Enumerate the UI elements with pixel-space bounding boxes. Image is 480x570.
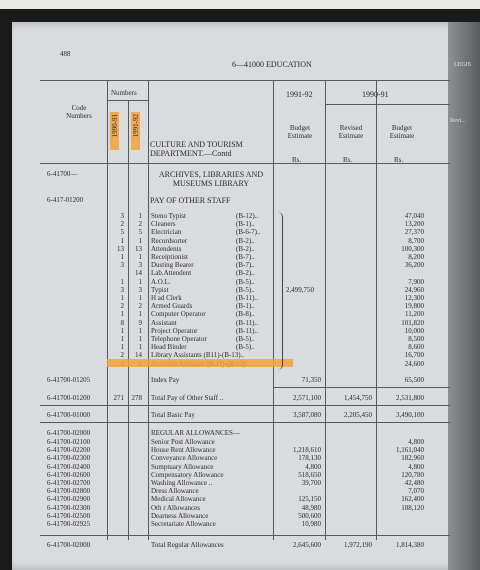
staff-name: Project Operator	[151, 326, 198, 335]
staff-count-b: 9	[138, 318, 142, 327]
staff-name: Receiptionist	[151, 253, 188, 261]
row-name: Index Pay	[151, 376, 180, 384]
staff-amount: 12,300	[404, 294, 424, 302]
row-code: 6-41700-02500	[47, 511, 91, 520]
year-rule	[325, 104, 450, 105]
row-name: House Rent Allowance	[151, 446, 216, 455]
row-budget: 10,980	[301, 520, 321, 528]
rule	[40, 405, 450, 406]
staff-count-b: 1	[138, 277, 142, 286]
year-a-header: 1990-91	[111, 114, 119, 138]
staff-count-a: 1	[120, 253, 124, 261]
row-name: Washing Allowance ..	[151, 479, 213, 487]
staff-count-b: 5	[138, 228, 142, 237]
staff-name: Computer Operator	[151, 310, 206, 319]
staff-name: H ad Clerk	[151, 294, 182, 302]
row-budget-2: 1,814,380	[396, 541, 424, 549]
staff-count-a: 1	[120, 326, 124, 335]
row-budget-2: 3,490,100	[396, 411, 424, 419]
staff-grade: (B-7)..	[236, 253, 255, 261]
staff-amount: 100,300	[401, 244, 424, 253]
row-name: Total Regular Allowances	[151, 541, 224, 549]
row-name: Sumptuary Allowance	[151, 462, 214, 471]
staff-name: Recordsorter	[151, 236, 188, 245]
section-title: ARCHIVES, LIBRARIES AND MUSEUMS LIBRARY	[158, 170, 264, 188]
row-count-a: 271	[113, 394, 124, 402]
staff-count-b: 14	[135, 269, 142, 278]
staff-grade: (B-5)..	[236, 285, 255, 294]
staff-amount: 101,820	[401, 318, 424, 327]
staff-grade: (B-7)..	[236, 261, 255, 270]
row-budget-2: 2,531,800	[396, 394, 424, 402]
row-name: Senior Post Allowance	[151, 438, 215, 446]
row-budget: 518,650	[298, 470, 321, 479]
row-budget-2: 108,120	[401, 503, 424, 512]
staff-count-a: 1	[120, 277, 124, 286]
row-name: Total Basic Pay	[151, 411, 195, 419]
row-budget-2: 4,800	[408, 438, 424, 446]
staff-count-b: 1	[138, 253, 142, 261]
staff-name: Attendents	[151, 244, 182, 253]
row-name: Conveyance Allowance	[151, 454, 218, 463]
staff-amount: 47,040	[404, 212, 424, 220]
col-divider	[148, 80, 149, 540]
staff-amount: 8,700	[408, 236, 424, 245]
row-code: 6-41700-02300	[47, 503, 91, 512]
row-name: Total Pay of Other Staff ..	[151, 394, 224, 402]
row-budget: 4,800	[305, 462, 321, 471]
row-budget: 125,150	[298, 495, 321, 504]
row-code: 6-41700-02300	[47, 454, 91, 463]
currency-label: Rs.	[394, 156, 404, 164]
staff-count-a: 1	[120, 310, 124, 319]
staff-grade: (B-2)..	[236, 236, 255, 245]
row-name: REGULAR ALLOWANCES—	[151, 429, 240, 437]
col-divider	[376, 80, 377, 540]
staff-name: Cleaners	[151, 220, 176, 229]
staff-name: Typist	[151, 285, 169, 294]
staff-grade: (B-5)..	[236, 335, 255, 343]
row-name: Dearness Allowance	[151, 511, 209, 520]
staff-count-b: 2	[138, 220, 142, 229]
section-code: 6-41700—	[47, 170, 78, 178]
edge-label-2: Revi...	[450, 118, 466, 124]
page-edge	[448, 22, 480, 570]
staff-amount: 19,800	[404, 302, 424, 311]
staff-amount: 7,900	[408, 277, 424, 286]
row-budget-2: 120,780	[401, 470, 424, 479]
row-code: 6-41700-02800	[47, 487, 91, 496]
staff-grade: (B-1)..	[236, 220, 255, 229]
staff-count-a: 1	[120, 294, 124, 302]
row-revised: 2,205,450	[344, 411, 372, 419]
staff-count-b: 1	[138, 310, 142, 319]
col-divider	[325, 80, 326, 540]
staff-count-b: 1	[138, 212, 142, 220]
row-budget: 178,130	[298, 454, 321, 463]
staff-grade: (B-8)..	[236, 310, 255, 319]
staff-count-b: 2	[138, 302, 142, 311]
staff-name: Assistant	[151, 318, 177, 327]
staff-amount: 10,000	[404, 326, 424, 335]
row-code: 6-41700-02200	[47, 446, 91, 455]
staff-count-a: 8	[120, 318, 124, 327]
running-head: 6—41000 EDUCATION	[232, 60, 312, 69]
budget-estimate-header-2: Budget Estimate	[389, 124, 415, 140]
staff-count-a: 1	[120, 236, 124, 245]
row-code: 6-41700-02900	[47, 495, 91, 504]
staff-count-b: 1	[138, 294, 142, 302]
header-rule	[40, 163, 450, 164]
staff-name: Lab.Attendent	[151, 269, 192, 278]
col-divider	[273, 80, 274, 540]
row-count-b: 278	[131, 394, 142, 402]
currency-label: Rs.	[292, 156, 302, 164]
row-budget-2: 42,480	[404, 479, 424, 487]
row-name: Compensatory Allowance	[151, 470, 224, 479]
dept-title: CULTURE AND TOURISM DEPARTMENT.—Contd	[150, 140, 243, 158]
staff-count-a: 3	[120, 261, 124, 270]
edge-label: LEGIS	[454, 62, 471, 68]
row-code: 6-41700-02600	[47, 470, 91, 479]
top-bar	[0, 0, 480, 9]
row-budget: 2,571,100	[293, 394, 321, 402]
row-budget-2: 65,500	[404, 376, 424, 384]
row-code: 6-41700-02100	[47, 438, 91, 446]
row-revised: 1,454,750	[344, 394, 372, 402]
col-1990-header: 1990-91	[362, 90, 389, 99]
row-budget-2: 1,161,040	[396, 446, 424, 455]
year-b-header: 1991-92	[132, 114, 140, 138]
sub-title: PAY OF OTHER STAFF	[150, 196, 231, 205]
staff-grade: (B-11)..	[236, 326, 258, 335]
staff-grade: (B-11)..	[236, 294, 258, 302]
row-budget-2: 4,800	[408, 462, 424, 471]
revised-estimate-header: Revised Estimate	[338, 124, 364, 140]
numbers-header: Numbers	[111, 89, 137, 97]
page-number: 488	[60, 50, 71, 58]
staff-count-a: 5	[120, 228, 124, 237]
staff-count-b: 1	[138, 335, 142, 343]
currency-label: Rs.	[343, 156, 353, 164]
staff-grade: (B-2)..	[236, 269, 255, 278]
row-revised: 1,972,190	[344, 541, 372, 549]
staff-count-a: 2	[120, 302, 124, 311]
staff-count-b: 14	[135, 351, 142, 360]
staff-count-b: 13	[135, 244, 142, 253]
table-top-rule	[40, 80, 450, 81]
staff-name: Electrician	[151, 228, 182, 237]
row-code: 6-41700-02700	[47, 479, 91, 487]
numbers-rule	[107, 100, 148, 101]
staff-name: Head Binder	[151, 343, 187, 352]
row-code: 6-41700-01205	[47, 376, 91, 384]
row-budget: 2,645,600	[293, 541, 321, 549]
staff-count-b: 1	[138, 343, 142, 352]
row-name: Dress Allowance	[151, 487, 199, 496]
row-highlight	[107, 359, 293, 367]
row-budget: 3,587,080	[293, 411, 321, 419]
staff-name: Steno Typist	[151, 212, 186, 220]
rule	[40, 422, 450, 423]
staff-count-a: 13	[117, 244, 124, 253]
rule	[273, 387, 450, 388]
row-code: 6-41700-02000	[47, 541, 91, 549]
brace-total: 2,499,750	[286, 286, 314, 294]
staff-grade: (B-11)..	[236, 318, 258, 327]
col-1991-header: 1991-92	[286, 90, 313, 99]
code-numbers-header: Code Numbers	[66, 104, 92, 120]
row-code: 6-41700-02925	[47, 520, 91, 528]
row-code: 6-41700-02400	[47, 462, 91, 471]
row-budget: 39,700	[301, 479, 321, 487]
staff-grade: (B-2)..	[236, 244, 255, 253]
staff-amount: 27,370	[404, 228, 424, 237]
staff-count-a: 1	[120, 335, 124, 343]
row-code: 6-41700-01000	[47, 411, 91, 419]
row-budget: 71,350	[301, 376, 321, 384]
staff-count-a: 2	[120, 351, 124, 360]
staff-count-a: 3	[120, 285, 124, 294]
staff-grade: (B-1)..	[236, 302, 255, 311]
row-budget: 500,600	[298, 511, 321, 520]
staff-grade: (B-12)..	[236, 212, 259, 220]
row-name: Oth r Allowances	[151, 503, 200, 512]
staff-name: Armed Guards	[151, 302, 193, 311]
row-budget-2: 7,070	[408, 487, 424, 496]
staff-amount: 8,600	[408, 343, 424, 352]
staff-amount: 36,200	[404, 261, 424, 270]
staff-grade: (B-5)..	[236, 277, 255, 286]
sub-code: 6-417-01200	[47, 196, 84, 204]
staff-grade: (B-5)..	[236, 343, 255, 352]
staff-count-a: 3	[120, 212, 124, 220]
staff-amount: 16,700	[404, 351, 424, 360]
staff-count-a: 1	[120, 343, 124, 352]
staff-name: Library Assistants (B11)-(B-13)..	[151, 351, 245, 360]
staff-amount: 8,500	[408, 335, 424, 343]
staff-count-b: 1	[138, 236, 142, 245]
staff-amount: 13,200	[404, 220, 424, 229]
staff-amount: 11,200	[405, 310, 424, 319]
staff-name: Telephone Operator	[151, 335, 207, 343]
staff-count-b: 3	[138, 261, 142, 270]
brace	[278, 212, 283, 370]
rule	[40, 535, 450, 536]
budget-estimate-header: Budget Estimate	[287, 124, 313, 140]
row-code: 6-41700-02000	[47, 429, 91, 437]
row-code: 6-41700-01200	[47, 394, 91, 402]
staff-amount: 8,200	[408, 253, 424, 261]
staff-amount: 24,960	[404, 285, 424, 294]
staff-amount: 24,600	[404, 359, 424, 368]
row-name: Medical Allowance	[151, 495, 206, 504]
staff-count-a: 2	[120, 220, 124, 229]
staff-name: A.O.L.	[151, 277, 171, 286]
staff-count-b: 3	[138, 285, 142, 294]
staff-name: Dusting Bearer	[151, 261, 194, 270]
staff-count-b: 1	[138, 326, 142, 335]
row-budget: 48,980	[301, 503, 321, 512]
staff-grade: (B-6-7)..	[236, 228, 261, 237]
row-budget-2: 162,400	[401, 495, 424, 504]
row-budget: 1,218,610	[293, 446, 321, 455]
row-budget-2: 182,960	[401, 454, 424, 463]
row-name: Secretariate Allowance	[151, 520, 216, 528]
